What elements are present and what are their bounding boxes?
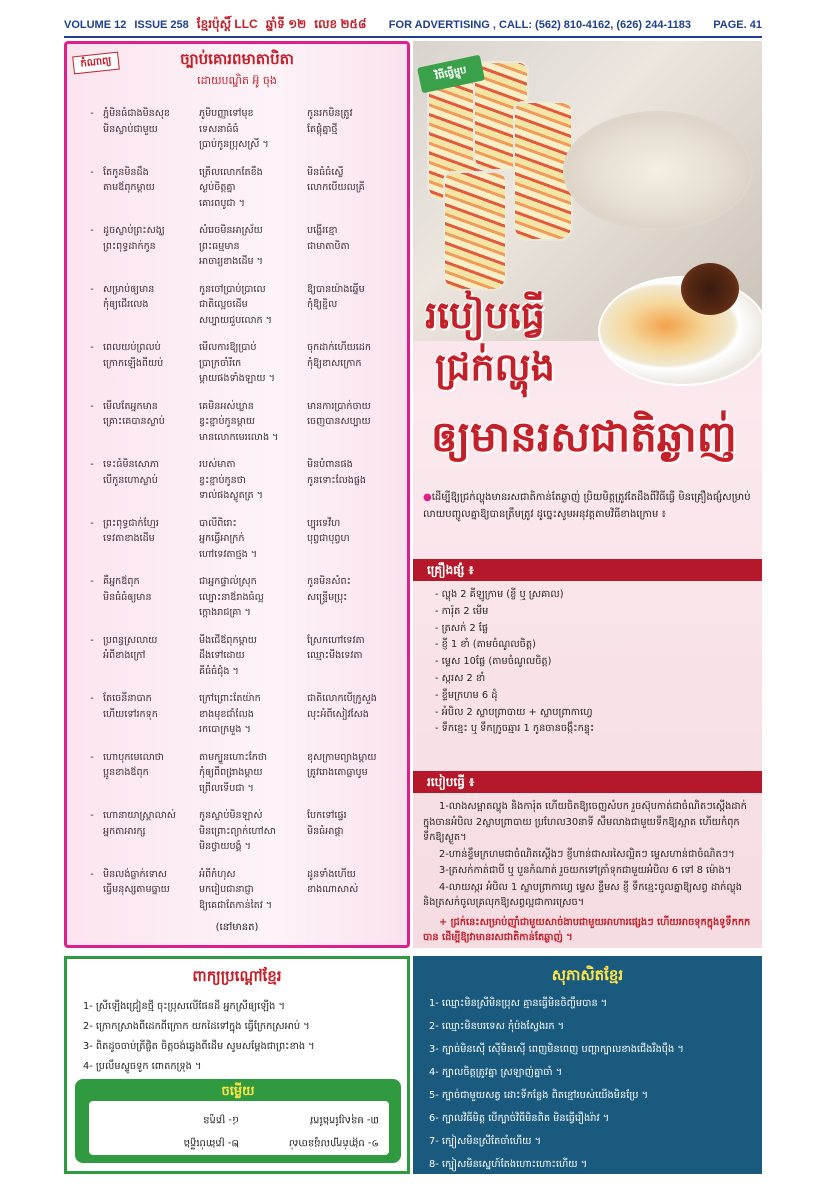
- stanza-column: [199, 106, 307, 153]
- poem-line: ឱ្យបានយ៉ាងឆ្នើម: [307, 283, 365, 295]
- poem-line: កុំឲ្យជើរលេង: [103, 299, 149, 310]
- poem-line: ប្រាប់កូនប្រុសស្រី ។: [199, 139, 269, 150]
- method-step: + ជ្រក់នេះសម្រាប់ញ៉ាំជាមួយសាច់ងាបជាមួយអាហារផ្សេងៗ ហើយអាចទុកក្នុងទូទឹកកកបាន ដើម្បីឱ្យវាមានរសជាតិកាន់តែឆ្ងាញ់ ។: [423, 916, 751, 943]
- method-steps: [423, 799, 753, 947]
- stanza-dash: -: [90, 634, 94, 646]
- stanza-column: [199, 282, 307, 329]
- poem-stanza: [81, 633, 401, 680]
- ingredient-item: - ស្ករស 2 ខាំ: [435, 672, 486, 684]
- stanza-column: [199, 691, 307, 738]
- stanza-column: [307, 516, 401, 563]
- method-step: 1-លាងសម្អាតល្ហុង និងការ៉ុត ហើយចិតឱ្យចេញសំបក រួចស៊ុបកាត់ជាចំណិតៗស្ដើងដាក់ក្នុងចានអំបិល 2ស្លាបព្រាបាយ ប្រហែល30នាទី សឹមលាងជាមួយទឹកឱ្យស្អាត ហើយកំពុកទឹកឱ្យស្ងួត។: [423, 801, 747, 843]
- recipe-title-line1: របៀបធ្វើ: [425, 293, 545, 337]
- ingredient-item: - ល្ហុង 2 គីឡូក្រាម (ខ្ចី ឬ ស្រគាល): [435, 589, 564, 600]
- stanza-column: [199, 867, 307, 914]
- ingredient-item: - ខ្ញី 1 ខាំ (តាមចំណូលចិត្ត): [435, 639, 536, 651]
- stanza-column: [307, 574, 401, 621]
- stanza-dash: -: [90, 283, 94, 295]
- poem-line: ទេះធំមិនសោភា: [103, 459, 159, 470]
- poem-line: ព្រះធម្មមាន: [199, 240, 240, 252]
- poem-line: ត្រូវរោងតោធ្លាបូម: [307, 767, 368, 778]
- poem-line: កុំឲ្យពីពង្រាងម្ដាយ: [199, 767, 263, 778]
- saying-item: 5- ក្បាច់ជាមួយសត្វ ដោះទីកន្លែង ពិតខ្មៅរបស់យើងមិនប្រែ ។: [429, 1090, 649, 1101]
- poem-line: មិនធំធំឲ្យមាន: [103, 591, 152, 603]
- poem-line: កូនរកមិនត្រូវ: [307, 108, 353, 119]
- stanza-column: [199, 457, 307, 504]
- poem-line: ចុកដាក់ហើយដេក: [307, 342, 371, 353]
- poem-line: ហៅទេវតាថ្មង ។: [199, 548, 258, 560]
- answers-title: ចម្លើយ: [221, 1084, 255, 1099]
- sayings-list: [429, 992, 755, 1176]
- poem-line: ហោនាយាស្រ្តាលាស់: [103, 810, 176, 821]
- stanza-column: [307, 223, 401, 270]
- answer-item: ៣- មនុស្សកែងកែវ: [309, 1114, 379, 1125]
- stanza-dash: -: [90, 576, 94, 587]
- poem-line: ភូមិបញ្ញាទៅមុខ: [199, 108, 254, 119]
- poem-stanza: [81, 223, 401, 270]
- poem-stanza: [81, 808, 401, 855]
- stanza-column: [103, 282, 199, 329]
- poem-line: ដូនទាំងហើយ: [307, 868, 356, 880]
- poem-line: មិនព្រោះព្យាក់ហៅសា: [199, 825, 276, 837]
- poem-line: ល្បោះនាឪរាងធំល្អ: [199, 591, 264, 603]
- stanza-column: [103, 340, 199, 387]
- poem-line: គីធំធំជុំង ។: [199, 665, 239, 677]
- poem-stanza: [81, 399, 401, 446]
- poem-line: កុំឱ្យខ្ជិល: [307, 299, 338, 310]
- stanza-dash: -: [90, 693, 94, 704]
- ingredient-item: - ការ៉ុត 2 មើម: [435, 605, 489, 617]
- recipe-intro-text: ដើម្បីឱ្យជ្រក់ល្ហុងមានរសជាតិកាន់តែឆ្ងាញ់ ប្រិយមិត្តត្រូវតែដឹងពីវិធីធ្វើ មិនគ្រឿងផ្សំសម្រាប់លាយបញ្ចូលគ្នាឱ្យបានត្រឹមត្រូវ ដូច្នេះសូមអនុវត្តតាមវិធីខាងក្រោម ៖: [423, 492, 751, 520]
- poem-line: គឺអ្នកឪពុក: [103, 576, 140, 587]
- stanza-column: [307, 633, 401, 680]
- poem-line: ប្បុរទេវីហ: [307, 517, 341, 529]
- recipe-intro: [423, 489, 753, 523]
- poem-line: ប្អូនខាងឪពុក: [103, 767, 149, 778]
- poem-stanza: [81, 750, 401, 797]
- poem-line: សប្បាយជួបលោក ។: [199, 314, 272, 326]
- method-step: 4-លាយស្ករ អំបិល 1 ស្លាបព្រាកាហ្វេ ម្ទេស ខ្ទឹមស ខ្ញី ទឹកខ្មេះចូលគ្នាឱ្យសព្វ ដាក់ល្ហុង និងត្រសក់ចូលគ្រលុកឱ្យសព្វល្អជាការស្រេច។: [423, 881, 742, 908]
- poem-line: ហោបុកមេ​លោថា: [103, 751, 164, 763]
- poem-line: អ្នកធ្វើអាក្រក់: [199, 533, 245, 544]
- poem-line: មានលោកមេរលោង ។: [199, 431, 279, 443]
- poem-line: ត្រើលលោកតែ​ខឹង: [199, 166, 263, 178]
- poem-line: កូនទោះលែងផ្លង: [307, 474, 367, 486]
- poem-stanza: [81, 282, 401, 329]
- poem-line: តែផ្ដុំគ្នាថ្មី: [307, 123, 338, 135]
- stanza-dash: -: [90, 225, 94, 236]
- advertising-contact: FOR ADVERTISING , CALL: (562) 810-4162, (626) 244-1183: [388, 19, 692, 31]
- poem-line: គ្រោះគេបានស្លាប់: [103, 416, 165, 427]
- poem-stanza: [81, 106, 401, 153]
- stanza-column: [307, 750, 401, 797]
- poem-line: ស្ងប់ចិត្តគ្នា: [199, 182, 236, 193]
- poem-line: បែកទៅផ្ទេរ: [307, 810, 347, 821]
- stanza-dash: -: [90, 342, 94, 353]
- poem-stanza: [81, 574, 401, 621]
- ingredient-item: - ត្រសក់ 2 ផ្លែ: [435, 622, 489, 634]
- stanza-column: [103, 691, 199, 738]
- stanza-column: [307, 340, 401, 387]
- poem-line: ឈ្មោះមីងទេវតា: [307, 650, 363, 661]
- poem-line: មិនថ្វាយបង្គំ ។: [199, 841, 252, 852]
- stanza-column: [103, 867, 199, 914]
- answers-grid: [89, 1101, 389, 1155]
- poem-line: របស់មាតា: [199, 459, 236, 470]
- poem-line: ជាតិល្អេចដើម: [199, 299, 248, 310]
- stanza-column: [103, 457, 199, 504]
- stanza-dash: -: [90, 751, 94, 763]
- poem-line: អំពីកំហុស: [199, 868, 236, 880]
- stanza-column: [199, 808, 307, 855]
- poem-line: ព្រើលទើបជា ។: [199, 782, 254, 794]
- poem-line: ដូចស្លាប់ព្រះសង្ឃ: [103, 225, 165, 236]
- stanza-column: [103, 574, 199, 621]
- saying-item: 6- ក្បាលវិធីមិត្ត បើក្បាច់វិធីមិនពិត មិនធ្វើរឿងរ៉ាវ ។: [429, 1113, 610, 1124]
- poem-line: តាមក្បួនហោះកែថា: [199, 751, 267, 763]
- stanza-dash: -: [90, 166, 94, 178]
- poem-line: មានការប្រាក់ចាយ: [307, 400, 371, 412]
- poem-continued: (នៅមានត): [215, 922, 259, 933]
- stanza-dash: -: [90, 517, 94, 529]
- poem-line: ភ្នំមិនធំជាងមិនសុខ: [103, 108, 170, 119]
- poem-line: បង្ហើរខ្មោ: [307, 225, 338, 236]
- stanza-dash: -: [90, 868, 94, 880]
- issue-kh-label: លេខ ២៥៨: [314, 17, 367, 31]
- stanza-column: [307, 808, 401, 855]
- poem-line: តាមឪពុកម្ដាយ: [103, 182, 155, 193]
- saying-item: 2- ឈ្មោះមិនបរទេស កុំប៉ងស្វែងរក ។: [429, 1021, 565, 1032]
- stanza-column: [307, 399, 401, 446]
- poem-line: សំរេចមិនអាស្រ័យ: [199, 225, 263, 236]
- poem-line: ក្តោងរាជគ្រា ។: [199, 607, 251, 618]
- poem-line: លោកបើយលគ្រី: [307, 182, 365, 193]
- stanza-column: [307, 867, 401, 914]
- stanza-column: [103, 165, 199, 212]
- stanza-column: [103, 106, 199, 153]
- poem-stanzas: [81, 106, 401, 925]
- recipe-ribbon: វិធីធ្វើម្ហូប: [417, 55, 485, 94]
- saying-item: 8- ក្បៀសមិនស្នេហ៍តែងហោះហោះហើយ ។: [429, 1159, 588, 1170]
- brand-label: ខ្មែរប៉ុស្តិ៍ LLC: [196, 17, 258, 31]
- ingredient-item: - ទឹកខ្មេះ ឬ ទឹកក្រូចឆ្មារ 1 កូនចានចង្កឹះកន្ទុះ: [435, 723, 595, 735]
- stanza-column: [103, 808, 199, 855]
- stanza-column: [199, 574, 307, 621]
- stanza-column: [103, 633, 199, 680]
- poem-line: រកបោក្រមួង ។: [199, 724, 251, 735]
- poem-line: ក្រៅព្រោះតែយ៉ាក: [199, 693, 261, 704]
- poem-line: កុំឱ្យខាសក្រោក: [307, 357, 362, 369]
- poem-stanza: [81, 340, 401, 387]
- page-header: [64, 14, 762, 36]
- stanza-column: [199, 633, 307, 680]
- poem-line: បុព្វជាបុព្វហ: [307, 533, 350, 544]
- poem-line: លុះអំពីសៀវសែង: [307, 708, 369, 720]
- saying-item: 1- ឈ្មោះមិនស្រីមិនប្រុស គ្មានធ្វើមិនចិញ្ចឹមបាន ។: [429, 998, 608, 1009]
- glass-bowl: [563, 111, 753, 231]
- proverb-item: 1- ស្រីឡើងជ្រៀនថ្មី ចុះប្រុសលើផែនដី អ្នកស្រីឲ្យឡើង ។: [83, 1001, 285, 1012]
- poem-title: ច្បាប់គោរពមាតាបិតា: [180, 50, 294, 68]
- stanza-column: [199, 340, 307, 387]
- poem-badge: កំណាព្យ: [72, 52, 120, 75]
- recipe-title-line3: ឲ្យមានរសជាតិឆ្ងាញ់: [431, 412, 737, 461]
- poem-line: ម្ដាយផងទាំងឡាយ ។: [199, 373, 275, 384]
- poem-line: គោរពបូជា ។: [199, 197, 245, 209]
- stanza-column: [103, 399, 199, 446]
- recipe-panel: [413, 41, 762, 948]
- method-heading: របៀបធ្វើ ៖: [413, 771, 762, 793]
- proverbs-list: [83, 997, 403, 1077]
- proverb-item: 3- ពិតដូចចាប់ត្រីផ្ចិត ចិត្តចង់ឆ្វេងពីដើម សូមសម្តែងជាព្រះខាង ។: [83, 1041, 315, 1052]
- stanza-column: [199, 223, 307, 270]
- pickle-jar: [443, 171, 507, 291]
- poem-line: មិនធំធំស្លើ: [307, 166, 344, 178]
- saying-item: 7- ក្បៀសមិនស្រីតែចាំហើយ ។: [429, 1136, 542, 1147]
- stanza-dash: -: [90, 459, 94, 470]
- stanza-dash: -: [90, 400, 94, 412]
- stanza-column: [103, 750, 199, 797]
- poem-line: មករៀបជានាជ្ញា: [199, 884, 254, 895]
- proverbs-panel: [64, 956, 410, 1174]
- ingredient-item: - អំបិល 2 ស្លាបព្រាបាយ + ស្លាបព្រាកាហ្វេ: [435, 706, 593, 718]
- answer-item: ២- ត្រងាប់ភ្លើង: [183, 1137, 239, 1148]
- poem-line: មីងជើឪពុកម្ដាយ: [199, 634, 257, 646]
- poem-line: បើកូនហោស្លាប់: [103, 474, 158, 486]
- stanza-column: [307, 282, 401, 329]
- poem-stanza: [81, 516, 401, 563]
- proverb-item: 2- ក្រោកស្រាងពីដេកពីក្រោក យកដៃទៅក្នុង ធ្វើក្រែកស្រអាប់ ។: [83, 1021, 310, 1032]
- poem-line: ស្រែកហៅទេវតា: [307, 634, 365, 646]
- stanza-dash: -: [90, 108, 94, 119]
- ingredient-item: - ខ្ទឹមក្រហម 6 ដុំ: [435, 689, 498, 701]
- poem-line: អ្នកតាអារក្ស: [103, 825, 146, 837]
- answer-item: ៤- ត្រកួន: [203, 1114, 239, 1125]
- poem-line: ប្រាក្រចាំរីកេ: [199, 357, 242, 369]
- stanza-column: [103, 223, 199, 270]
- poem-line: ជាមាតាបិតា: [307, 240, 350, 252]
- method-step: 2-ហាន់ខ្ទឹមក្រហមជាចំណិតស្ដើងៗ ខ្ញីហាន់ជាសរសៃល្អិតៗ ម្ទេសហាន់ជាចំណិតៗ។: [439, 848, 735, 860]
- stanza-column: [199, 399, 307, 446]
- poem-line: ព្រះពុទ្ធជាក់ហ្មែរ: [103, 517, 159, 529]
- poem-line: ទេវតាខាងដើម: [103, 533, 155, 544]
- poem-line: ទេសនាធំធំ: [199, 123, 239, 135]
- poem-line: ធ្វើមនុស្សតាមធ្នាយ: [103, 884, 170, 895]
- poem-line: គេមិនអស់ឃ្លាន: [199, 400, 254, 412]
- poem-line: ក្រោកឡើងពីយប់: [103, 357, 164, 369]
- poem-line: ខាងណាសាស់: [307, 884, 359, 895]
- poem-line: តែកូនមិនដឹង: [103, 166, 149, 178]
- poem-line: កូនមិនសំពះ: [307, 576, 351, 587]
- stanza-column: [307, 106, 401, 153]
- issue-label: ISSUE 258: [134, 19, 189, 31]
- sayings-panel: [413, 956, 762, 1174]
- stanza-column: [103, 516, 199, 563]
- page-number: PAGE. 41: [713, 19, 762, 31]
- poem-line: ប្រពន្ធស្រលាយ: [103, 634, 158, 646]
- stanza-column: [199, 750, 307, 797]
- ingredients-heading: គ្រឿងផ្សំ ៖: [413, 559, 762, 581]
- saying-item: 4- ក្បាលចិត្តត្រូវគ្នា ស្រឡាញ់គ្នាចាំ ។: [429, 1067, 563, 1078]
- poem-line: ទាល់ផងស្លូតត្រ ។: [199, 490, 263, 501]
- poem-line: ចេញបានសប្បាយ: [307, 416, 371, 427]
- ingredient-item: - ម្ទេស 10ផ្លែ (តាមចំណូលចិត្ត): [435, 656, 552, 668]
- poem-line: មិនបំពានផង: [307, 459, 353, 470]
- poem-line: ខុសក្រាមព្យាងម្ដាយ: [307, 751, 377, 763]
- poem-line: ឱ្យគេជាតែកាន់តៃវ ។: [199, 899, 273, 911]
- stanza-column: [307, 691, 401, 738]
- poem-line: ជាអ្នកផ្ទាល់ស្រុក: [199, 576, 257, 587]
- poem-line: បាលីពិរោះ: [199, 517, 237, 529]
- poem-line: មិនធំអាផ្ដា: [307, 825, 344, 837]
- poem-line: មើលតែអ្នកមាន: [103, 400, 158, 412]
- method-step: 3-ត្រសក់កាត់ជាបី ឬ បួនកំណាត់ រួចយកទៅត្រាំទុកជាមួយអំបិល 6 ទៅ 8 ម៉ោង។: [439, 865, 732, 876]
- poem-line: សន្ទ្រើមប្រុះ: [307, 591, 348, 603]
- poem-line: អាចារ្យខាងដើម ។: [199, 256, 263, 267]
- poem-line: តែចេនីនាបាក: [103, 693, 152, 704]
- stanza-column: [199, 165, 307, 212]
- proverb-item: 4- ប្រលឹមស្ទូចទូក ពោតកទ្រុង ។: [83, 1061, 202, 1072]
- poem-line: ខ្វះខ្ជាប់កូនថា: [199, 474, 246, 486]
- poem-line: ហើយទៅរកទុក: [103, 708, 158, 720]
- poem-line: ព្រះពុទ្ធដាក់កូន: [103, 240, 156, 252]
- poem-line: ដឹងទៅដោយ: [199, 650, 245, 661]
- saying-item: 3- ក្បាច់មិនស៊ើ ស៊ើមិនស៊ើ ពេញមិនពេញ បញ្ហាក្បាលខាងជើងរឹងប៉ឹង ។: [429, 1044, 684, 1055]
- stanza-column: [307, 457, 401, 504]
- stanza-column: [199, 516, 307, 563]
- answer-item: ១- បង្កាត់ក្បាលដូនចាស់: [288, 1137, 379, 1148]
- poem-line: អំពីខាងក្រៅ: [103, 650, 146, 661]
- poem-line: កូនស្លាប់មិនឡាស់: [199, 810, 263, 821]
- header-divider: [64, 36, 762, 38]
- poem-line: ខ្វះខ្ជាប់កូនម្ដាយ: [199, 416, 255, 427]
- poem-stanza: [81, 165, 401, 212]
- answers-box: [75, 1079, 401, 1163]
- poem-line: មិនលង់ធ្លាក់ទោស: [103, 868, 167, 880]
- stanza-column: [307, 165, 401, 212]
- poem-stanza: [81, 691, 401, 738]
- poem-line: សម្រាប់ឲ្យមាន: [103, 283, 155, 295]
- poem-stanza: [81, 867, 401, 914]
- poem-panel: [64, 41, 410, 948]
- proverbs-title: ពាក្យប្រណ្ដៅខ្មែរ: [192, 967, 282, 985]
- poem-line: មើលការឱ្យប្រាប់: [199, 342, 257, 353]
- issue-info: [64, 16, 367, 34]
- volume-label: VOLUME 12: [64, 19, 127, 31]
- recipe-title-line2: ជ្រក់ល្ហុង: [435, 345, 555, 389]
- ingredients-list: [435, 587, 755, 738]
- poem-line: ជាតិលោកបើក្រូសួង: [307, 693, 377, 704]
- year-kh-label: ឆ្នាំទី ១២: [265, 17, 307, 31]
- sayings-title: សុភាសិតខ្មែរ: [551, 966, 624, 984]
- poem-author: ដោយបណ្ឌិត អ៊ូ ចុង: [197, 74, 277, 87]
- poem-line: មិនស្លាប់ជាមួយ: [103, 123, 158, 135]
- bullet-icon: ●: [423, 492, 432, 503]
- poem-line: ខាងមុខជាំលែង: [199, 708, 254, 720]
- stanza-dash: -: [90, 810, 94, 821]
- poem-line: កូនចៅប្រាប់ប្រាលេ: [199, 283, 266, 295]
- poem-line: ពេលយប់ព្រលប់: [103, 342, 161, 353]
- poem-stanza: [81, 457, 401, 504]
